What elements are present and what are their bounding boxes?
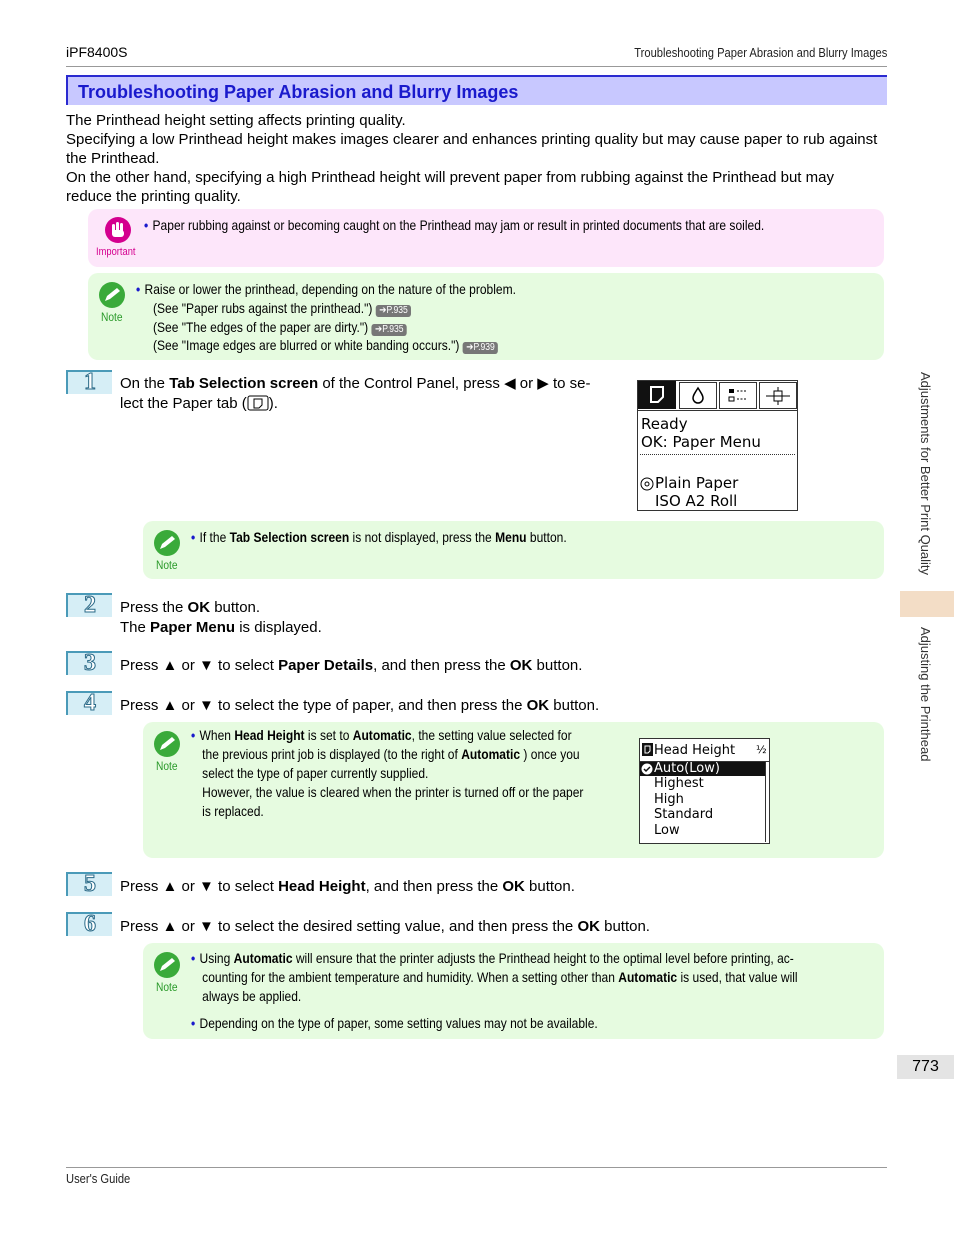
- header-section: Troubleshooting Paper Abrasion and Blurry Images: [633, 45, 887, 60]
- paper-tab-icon: [247, 395, 269, 411]
- pencil-note-icon: [153, 730, 181, 758]
- note-box: [143, 943, 884, 1039]
- page-title-bar: [66, 75, 887, 105]
- intro-text: [66, 111, 881, 206]
- note-box: [88, 273, 884, 360]
- lcd-menu-title: Head Height: [654, 743, 736, 758]
- footer-rule: [66, 1167, 887, 1168]
- lcd-option[interactable]: Highest: [654, 776, 704, 791]
- page-ref-badge[interactable]: ➔P.935: [376, 305, 411, 317]
- important-text: • Paper rubbing against or becoming caught on the Printhead may jam or result in printed documents that are soiled.: [144, 217, 765, 233]
- settings-tab-icon: [759, 382, 797, 409]
- step-text: On the Tab Selection screen of the Control Panel, press ◀ or ▶ to se- lect the Paper tab ( ).: [120, 375, 591, 412]
- intro-paragraph: The Printhead height setting affects printing quality.: [66, 112, 406, 129]
- lcd-page-indicator: ½: [756, 743, 767, 756]
- lcd-status: Ready: [641, 415, 688, 433]
- roll-paper-icon: [640, 477, 654, 491]
- paper-tab-icon: [638, 381, 676, 409]
- note-text: • Raise or lower the printhead, depending on the nature of the problem.: [136, 281, 516, 297]
- note-text: • When Head Height is set to Automatic, the setting value selected for the previous print job is displayed (to the right of Automatic ) once you select the type of paper currently supplied. However, the value is cleared when the printer is turned off or the paper is replaced.: [191, 727, 584, 819]
- step-text: Press ▲ or ▼ to select Head Height, and then press the OK button.: [120, 878, 575, 895]
- important-label: Important: [96, 246, 136, 258]
- note-text: • If the Tab Selection screen is not displayed, press the Menu button.: [191, 529, 567, 545]
- step-text: Press ▲ or ▼ to select the desired setting value, and then press the OK button.: [120, 918, 650, 935]
- control-panel-screen: [637, 380, 798, 511]
- pencil-note-icon: [153, 529, 181, 557]
- pencil-note-icon: [153, 951, 181, 979]
- note-text: • Depending on the type of paper, some setting values may not be available.: [191, 1015, 598, 1031]
- note-box: [143, 722, 884, 858]
- lcd-paper-size: ISO A2 Roll: [655, 492, 738, 510]
- pencil-note-icon: [98, 281, 126, 309]
- note-label: Note: [156, 558, 178, 572]
- step-number: 5: [66, 872, 112, 896]
- note-box: [143, 521, 884, 579]
- page-ref-badge[interactable]: ➔P.935: [372, 324, 407, 336]
- header-model: iPF8400S: [66, 44, 128, 60]
- lcd-option[interactable]: Low: [654, 823, 680, 838]
- step-text: Press ▲ or ▼ to select Paper Details, and then press the OK button.: [120, 657, 583, 674]
- sidebar-section-link[interactable]: Adjusting the Printhead: [918, 627, 933, 762]
- footer-text: User's Guide: [66, 1171, 131, 1186]
- lcd-paper-type: Plain Paper: [655, 474, 739, 492]
- header-rule: [66, 66, 887, 67]
- step-number: 4: [66, 691, 112, 715]
- paper-icon: [642, 743, 653, 756]
- lcd-scrollbar: [765, 762, 768, 842]
- job-tab-icon: [719, 382, 757, 409]
- sidebar-chapter-link[interactable]: Adjustments for Better Print Quality: [918, 372, 933, 576]
- check-icon: [641, 763, 653, 775]
- step-number: 6: [66, 912, 112, 936]
- lcd-option-selected[interactable]: Auto(Low): [640, 762, 765, 776]
- lcd-option[interactable]: Standard: [654, 807, 714, 822]
- intro-paragraph: On the other hand, specifying a high Printhead height will prevent paper from rubbing against the Printhead but may reduce the printing quality.: [66, 169, 834, 205]
- note-ref[interactable]: (See "Image edges are blurred or white banding occurs.") ➔P.939: [153, 336, 841, 355]
- step-text: Press ▲ or ▼ to select the type of paper, and then press the OK button.: [120, 697, 600, 714]
- page-title: Troubleshooting Paper Abrasion and Blurry Images: [78, 82, 519, 102]
- page-number: 773: [897, 1055, 954, 1079]
- stop-hand-icon: [104, 216, 132, 244]
- step-number: 3: [66, 651, 112, 675]
- step-text: Press the OK button. The Paper Menu is displayed.: [120, 599, 322, 636]
- step-number: 2: [66, 593, 112, 617]
- ink-tab-icon: [679, 382, 717, 409]
- lcd-hint: OK: Paper Menu: [641, 433, 761, 451]
- note-ref[interactable]: (See "Paper rubs against the printhead.") ➔P.935: [153, 299, 841, 318]
- note-text: • Using Automatic will ensure that the printer adjusts the Printhead height to the optimal level before printing, ac- counting for the ambient temperature and humidity. When a setting other than Automatic is used, that value will always be applied.: [191, 950, 798, 1004]
- page-ref-badge[interactable]: ➔P.939: [463, 342, 498, 354]
- important-box: [88, 209, 884, 267]
- note-label: Note: [156, 980, 178, 994]
- note-label: Note: [156, 759, 178, 773]
- head-height-screen: [639, 738, 770, 844]
- note-ref[interactable]: (See "The edges of the paper are dirty.") ➔P.935: [153, 318, 841, 337]
- note-label: Note: [101, 310, 123, 324]
- sidebar-current-marker: [900, 591, 954, 617]
- intro-paragraph: Specifying a low Printhead height makes images clearer and enhances printing quality but may cause paper to rub against the Printhead.: [66, 131, 878, 167]
- step-number: 1: [66, 370, 112, 394]
- lcd-option[interactable]: High: [654, 792, 684, 807]
